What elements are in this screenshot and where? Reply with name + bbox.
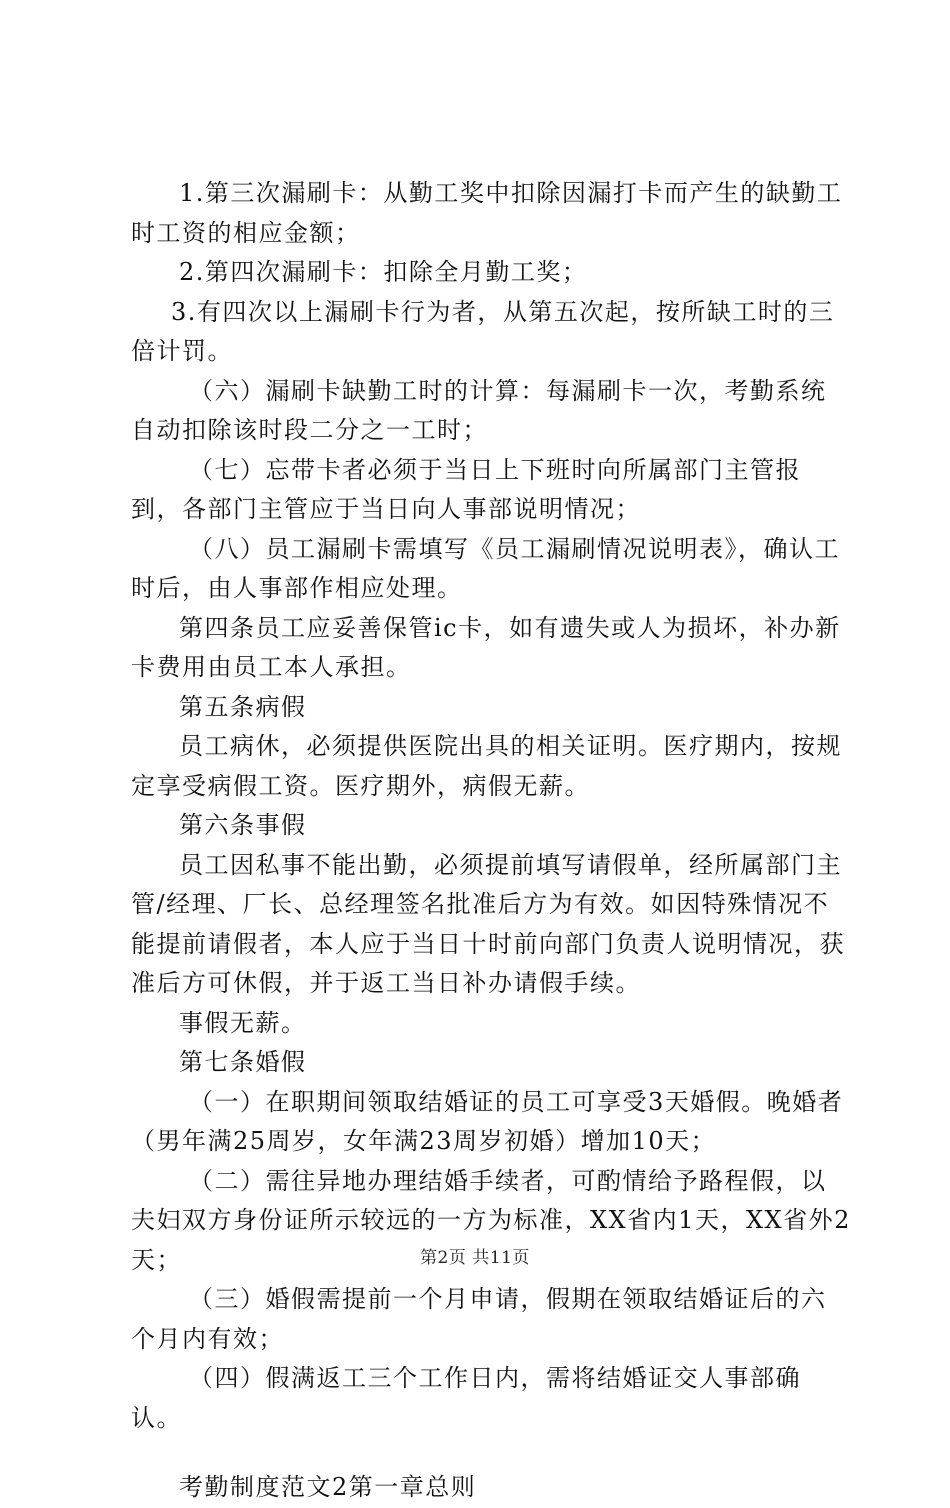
paragraph-personal-leave: 员工因私事不能出勤，必须提前填写请假单，经所属部门主管/经理、厂长、总经理签名批准后方为有效。如因特殊情况不能提前请假者，本人应于当日十时前向部门负责人说明情况，获准后方可休假，并于返工当日补办请假手续。	[131, 850, 845, 997]
paragraph-item-seven: （七）忘带卡者必须于当日上下班时向所属部门主管报到，各部门主管应于当日向人事部说明情况；	[131, 455, 801, 523]
paragraph-sick-leave: 员工病休，必须提供医院出具的相关证明。医疗期内，按规定享受病假工资。医疗期外，病假无薪。	[131, 732, 842, 800]
paragraph-item-six: （六）漏刷卡缺勤工时的计算：每漏刷卡一次，考勤系统自动扣除该时段二分之一工时；	[131, 376, 827, 444]
paragraph-marriage-item-three: （三）婚假需提前一个月申请，假期在领取结婚证后的六个月内有效；	[131, 1285, 827, 1353]
paragraph-missed-swipe-fourth: 2.第四次漏刷卡：扣除全月勤工奖；	[179, 258, 588, 286]
paragraph-marriage-item-two: （二）需往异地办理结婚手续者，可酌情给予路程假，以夫妇双方身份证所示较远的一方为标准，XX省内1天，XX省外2天；	[131, 1166, 851, 1274]
document-body	[131, 174, 851, 1508]
paragraph-missed-swipe-more: 3.有四次以上漏刷卡行为者，从第五次起，按所缺工时的三倍计罚。	[131, 297, 835, 365]
section-spacer	[131, 1438, 851, 1468]
paragraph-marriage-item-four: （四）假满返工三个工作日内，需将结婚证交人事部确认。	[131, 1364, 801, 1432]
page-number-footer: 第2页 共11页	[420, 1248, 530, 1268]
heading-article-five: 第五条病假	[179, 692, 307, 721]
heading-article-six: 第六条事假	[179, 811, 307, 839]
paragraph-personal-leave-unpaid: 事假无薪。	[179, 1008, 307, 1037]
paragraph-marriage-item-one: （一）在职期间领取结婚证的员工可享受3天婚假。晚婚者（男年满25周岁，女年满23周岁初婚）增加10天；	[131, 1087, 844, 1155]
paragraph-missed-swipe-third: 1.第三次漏刷卡：从勤工奖中扣除因漏打卡而产生的缺勤工时工资的相应金额；	[131, 179, 843, 247]
section-title-chapter-one: 考勤制度范文2第一章总则	[179, 1473, 477, 1501]
paragraph-article-four: 第四条员工应妥善保管ic卡，如有遗失或人为损坏，补办新卡费用由员工本人承担。	[131, 613, 841, 681]
heading-article-seven: 第七条婚假	[179, 1048, 307, 1076]
paragraph-item-eight: （八）员工漏刷卡需填写《员工漏刷情况说明表》，确认工时后，由人事部作相应处理。	[131, 534, 840, 602]
